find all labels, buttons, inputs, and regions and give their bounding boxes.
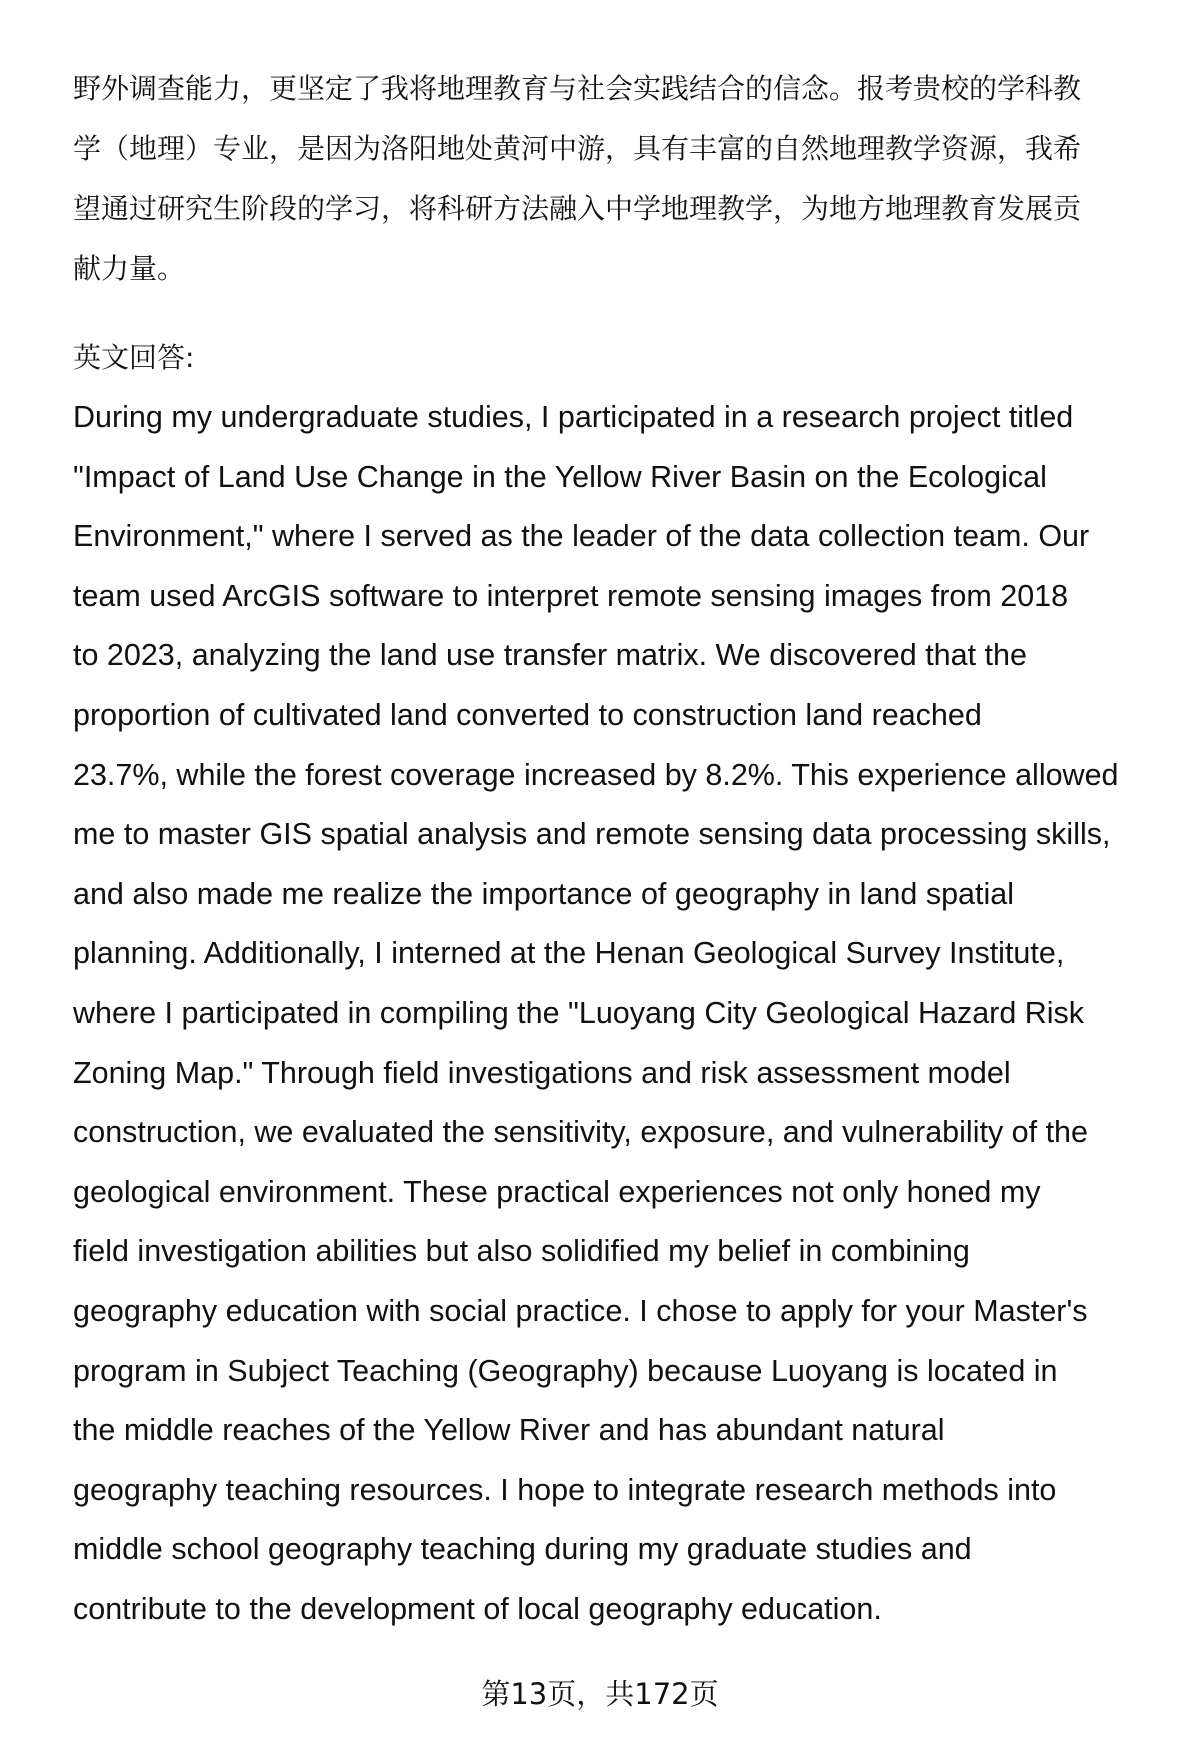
text-line: 学（地理）专业，是因为洛阳地处黄河中游，具有丰富的自然地理教学资源，我希 [73, 132, 1082, 165]
text-line: 献力量。 [73, 252, 186, 285]
text-line: geological environment. These practical experiences not only honed my [73, 1174, 1041, 1209]
text-line: construction, we evaluated the sensitivity, exposure, and vulnerability of the [73, 1115, 1088, 1150]
text-line: middle school geography teaching during my graduate studies and [73, 1532, 972, 1567]
text-line: 野外调查能力，更坚定了我将地理教育与社会实践结合的信念。报考贵校的学科教 [73, 72, 1082, 105]
text-line: During my undergraduate studies, I participated in a research project titled [73, 400, 1074, 434]
page-number: 第13页，共172页 [481, 1677, 719, 1711]
english-answer-heading: 英文回答: [73, 341, 195, 374]
text-line: and also made me realize the importance of geography in land spatial [73, 876, 1014, 911]
text-line: 23.7%, while the forest coverage increased by 8.2%. This experience allowed [73, 757, 1119, 792]
text-line: proportion of cultivated land converted to construction land reached [73, 698, 982, 732]
text-line: me to master GIS spatial analysis and remote sensing data processing skills, [73, 817, 1111, 852]
text-line: Environment," where I served as the leader of the data collection team. Our [73, 519, 1090, 554]
text-line: the middle reaches of the Yellow River and has abundant natural [73, 1413, 945, 1448]
text-line: contribute to the development of local geography education. [73, 1592, 882, 1626]
text-line: Zoning Map." Through field investigations and risk assessment model [73, 1055, 1011, 1090]
text-line: "Impact of Land Use Change in the Yellow River Basin on the Ecological [73, 459, 1047, 494]
text-line: 望通过研究生阶段的学习，将科研方法融入中学地理教学，为地方地理教育发展贡 [73, 192, 1082, 225]
text-line: planning. Additionally, I interned at the Henan Geological Survey Institute, [73, 936, 1065, 971]
text-line: geography teaching resources. I hope to integrate research methods into [73, 1472, 1057, 1507]
text-line: team used ArcGIS software to interpret remote sensing images from 2018 [73, 578, 1069, 613]
text-line: to 2023, analyzing the land use transfer matrix. We discovered that the [73, 638, 1027, 673]
text-line: field investigation abilities but also solidified my belief in combining [73, 1234, 970, 1269]
text-line: geography education with social practice. I chose to apply for your Master's [73, 1294, 1088, 1328]
text-line: where I participated in compiling the "Luoyang City Geological Hazard Risk [73, 996, 1085, 1030]
text-line: program in Subject Teaching (Geography) because Luoyang is located in [73, 1353, 1058, 1388]
